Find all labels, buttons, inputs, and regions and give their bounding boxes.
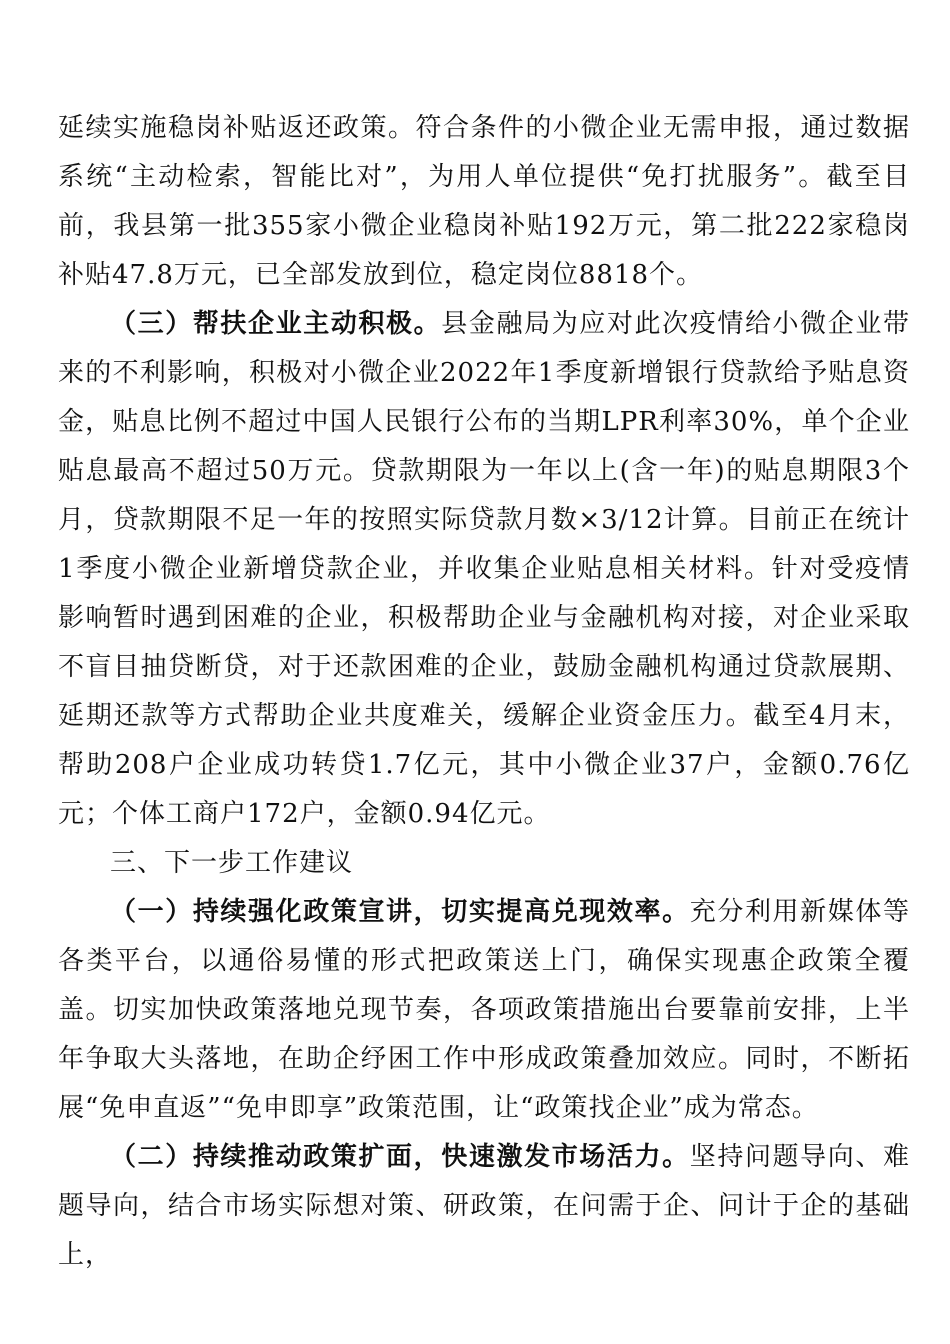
paragraph-policy-publicity (58, 888, 910, 1133)
paragraph-enterprise-support (58, 300, 910, 839)
paragraph-policy-expansion (58, 1133, 910, 1280)
paragraph-job-subsidy (58, 104, 910, 300)
paragraph-enterprise-support-text: 县金融局为应对此次疫情给小微企业带来的不利影响，积极对小微企业2022年1季度新增银行贷款给予贴息资金，贴息比例不超过中国人民银行公布的当期LPR利率30%，单个企业贴息最高不超过50万元。贷款期限为一年以上(含一年)的贴息期限3个月，贷款期限不足一年的按照实际贷款月数×3/12计算。目前正在统计1季度小微企业新增贷款企业，并收集企业贴息相关材料。针对受疫情影响暂时遇到困难的企业，积极帮助企业与金融机构对接，对企业采取不盲目抽贷断贷，对于还款困难的企业，鼓励金融机构通过贷款展期、延期还款等方式帮助企业共度难关，缓解企业资金压力。截至4月末，帮助208户企业成功转贷1.7亿元，其中小微企业37户，金额0.76亿元；个体工商户172户，金额0.94亿元。 (58, 309, 910, 829)
section-heading-next-steps: 三、下一步工作建议 (110, 848, 354, 878)
paragraph-job-subsidy-text: 延续实施稳岗补贴返还政策。符合条件的小微企业无需申报，通过数据系统“主动检索，智能比对”，为用人单位提供“免打扰服务”。截至目前，我县第一批355家小微企业稳岗补贴192万元，第二批222家稳岗补贴47.8万元，已全部发放到位，稳定岗位8818个。 (58, 113, 910, 290)
document-body (58, 104, 910, 1280)
paragraph-policy-publicity-text: 充分利用新媒体等各类平台，以通俗易懂的形式把政策送上门，确保实现惠企政策全覆盖。切实加快政策落地兑现节奏，各项政策措施出台要靠前安排，上半年争取大头落地，在助企纾困工作中形成政策叠加效应。同时，不断拓展“免申直返”“免申即享”政策范围，让“政策找企业”成为常态。 (58, 897, 910, 1123)
paragraph-policy-expansion-title: （二）持续推动政策扩面，快速激发市场活力。 (110, 1142, 690, 1172)
paragraph-enterprise-support-title: （三）帮扶企业主动积极。 (110, 309, 442, 339)
paragraph-policy-expansion-text: 坚持问题导向、难题导向，结合市场实际想对策、研政策，在问需于企、问计于企的基础上， (58, 1142, 910, 1270)
paragraph-policy-publicity-title: （一）持续强化政策宣讲，切实提高兑现效率。 (110, 897, 690, 927)
